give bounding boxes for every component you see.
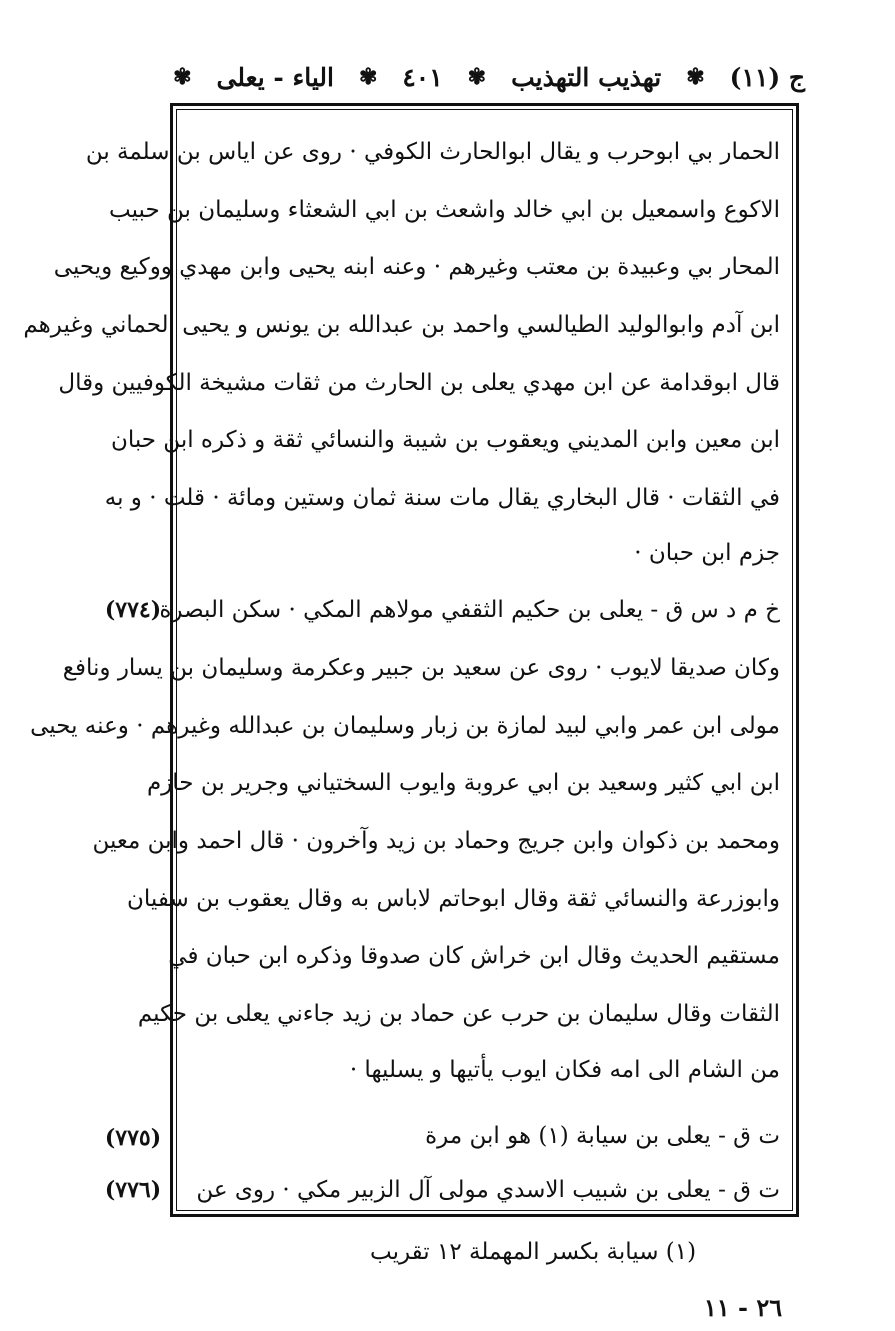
text-line: في الثقات · قال البخاري يقال مات سنة ثمان وستين ومائة · قلت · و به [104, 485, 780, 511]
text-line: من الشام الى امه فكان ايوب يأتيها و يسليها · [349, 1057, 780, 1083]
text-line: ابن ابي كثير وسعيد بن ابي عروبة وايوب السختياني وجرير بن حازم [146, 770, 780, 796]
page-number: ٤٠١ [402, 62, 443, 92]
text-line: قال ابوقدامة عن ابن مهدي يعلى بن الحارث من ثقات مشيخة الكوفيين وقال [58, 370, 780, 396]
book-title: تهذيب التهذيب [511, 62, 662, 92]
text-line: ابن معين وابن المديني ويعقوب بن شيبة والنسائي ثقة و ذكره ابن حبان [110, 427, 780, 453]
section-title: الياء - يعلى [216, 62, 334, 92]
text-line: مستقيم الحديث وقال ابن خراش كان صدوقا وذكره ابن حبان في [168, 943, 780, 969]
ornament-icon: ✾ [358, 64, 378, 90]
entry-heading-line: ت ق - يعلى بن شبيب الاسدي مولى آل الزبير مكي · روى عن [196, 1177, 780, 1203]
entry-heading-line: ت ق - يعلى بن سيابة (١) هو ابن مرة [425, 1123, 780, 1149]
running-header [170, 52, 805, 102]
text-line: الثقات وقال سليمان بن حرب عن حماد بن زيد جاءني يعلى بن حكيم [137, 1001, 780, 1027]
ornament-icon: ✾ [686, 64, 705, 90]
entry-heading-line: خ م د س ق - يعلى بن حكيم الثقفي مولاهم المكي · سكن البصرة [159, 597, 780, 623]
text-line: ابن آدم وابوالوليد الطيالسي واحمد بن عبدالله بن يونس و يحيى الحماني وغيرهم [23, 312, 780, 338]
text-line: مولى ابن عمر وابي لبيد لمازة بن زبار وسليمان بن عبدالله وغيرهم · وعنه يحيى [30, 713, 780, 739]
ornament-icon: ✾ [467, 64, 487, 90]
signature-mark: ٢٦ - ١١ [703, 1292, 783, 1322]
footnote: (١) سيابة بكسر المهملة ١٢ تقريب [370, 1239, 697, 1265]
text-line: وكان صديقا لايوب · روى عن سعيد بن جبير وعكرمة وسليمان بن يسار ونافع [62, 655, 780, 681]
volume-number: ج (١١) [729, 62, 805, 92]
ornament-icon: ✾ [173, 64, 192, 90]
entry-number: (٧٧٦) [104, 1177, 162, 1203]
entry-number: (٧٧٥) [104, 1125, 162, 1151]
text-line: جزم ابن حبان · [634, 540, 780, 566]
text-line: وابوزرعة والنسائي ثقة وقال ابوحاتم لاباس به وقال يعقوب بن سفيان [127, 886, 780, 912]
text-line: الاكوع واسمعيل بن ابي خالد واشعث بن ابي الشعثاء وسليمان بن حبيب [109, 197, 780, 223]
text-line: ومحمد بن ذكوان وابن جريج وحماد بن زيد وآخرون · قال احمد وابن معين [92, 828, 780, 854]
entry-number: (٧٧٤) [104, 597, 162, 623]
text-line: المحار بي وعبيدة بن معتب وغيرهم · وعنه ابنه يحيى وابن مهدي ووكيع ويحيى [53, 254, 780, 280]
text-line: الحمار بي ابوحرب و يقال ابوالحارث الكوفي · روى عن اياس بن سلمة بن [85, 139, 780, 165]
